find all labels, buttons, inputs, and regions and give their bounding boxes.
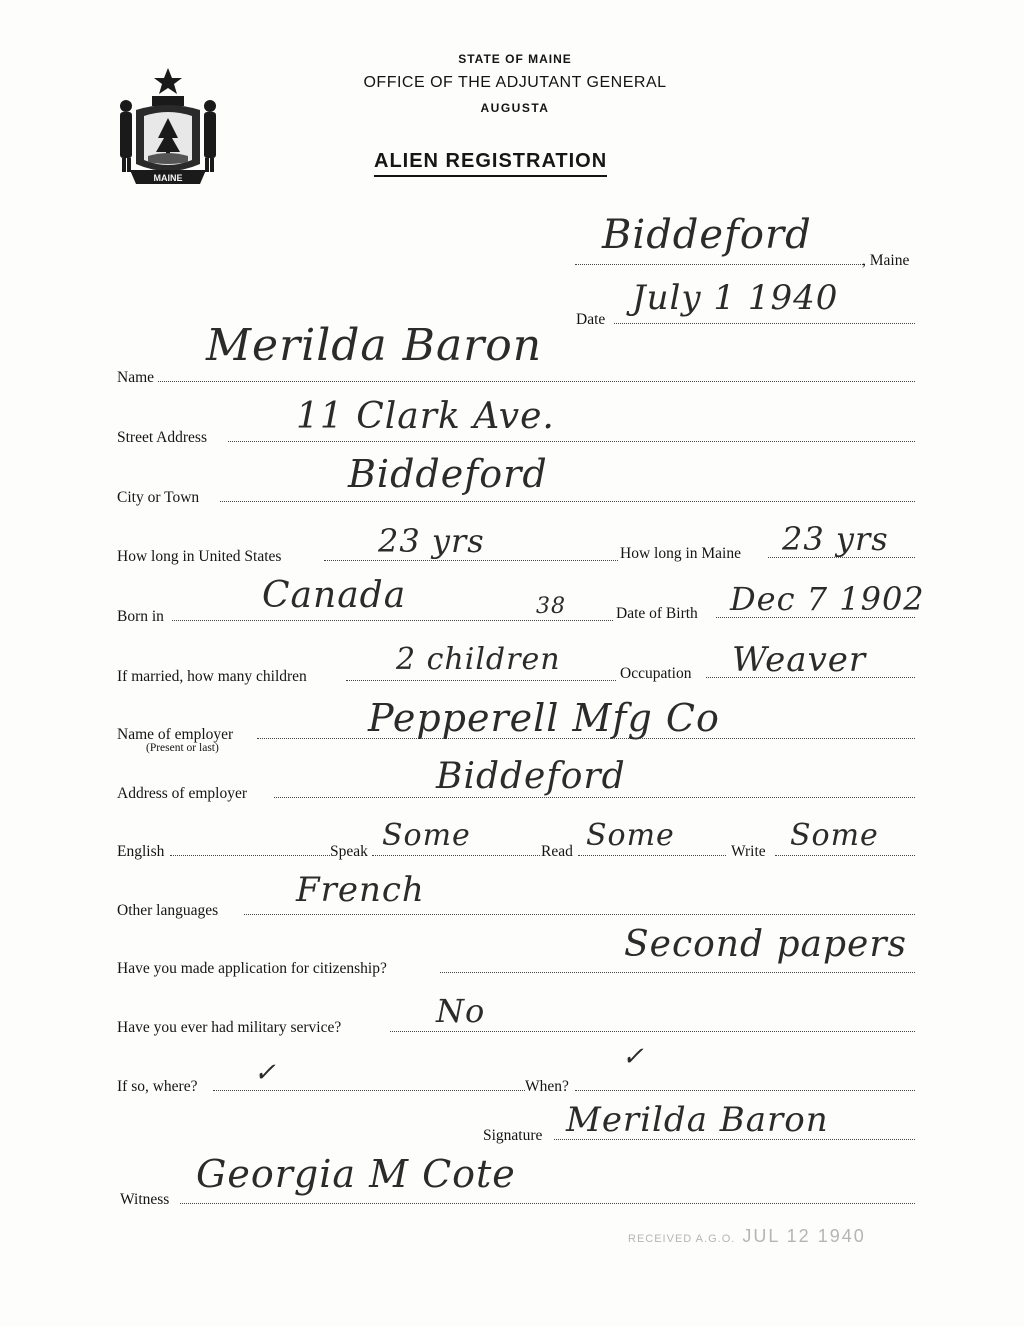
years-maine-label: How long in Maine [620,545,741,562]
citizenship-line [440,972,915,973]
write-line [775,855,915,856]
speak-line [372,855,540,856]
born-in-entry: Canada [262,575,407,616]
witness-line [180,1203,915,1204]
where-line [213,1090,525,1091]
where-label: If so, where? [117,1078,198,1095]
town-line [575,264,865,265]
street-entry: 11 Clark Ave. [296,396,555,437]
employer-label: Name of employer [117,726,234,743]
citizenship-entry: Second papers [624,924,908,965]
city-heading: AUGUSTA [480,101,550,115]
years-maine-entry: 23 yrs [782,520,889,558]
write-label: Write [731,843,766,860]
signature-label: Signature [483,1127,543,1144]
signature-entry: Merilda Baron [566,1100,829,1140]
where-entry: ✓ [254,1058,277,1088]
years-us-entry: 23 yrs [378,522,485,560]
read-line [578,855,726,856]
other-languages-label: Other languages [117,902,219,919]
maine-label: , Maine [862,252,910,269]
other-languages-line [244,914,915,915]
military-label: Have you ever had military service? [117,1019,342,1036]
date-entry: July 1 1940 [632,278,839,318]
employer-address-entry: Biddeford [436,756,626,797]
military-line [390,1031,915,1032]
name-line [158,381,915,382]
when-label: When? [525,1078,569,1095]
read-entry: Some [586,818,675,853]
speak-entry: Some [382,818,471,853]
occupation-label: Occupation [620,665,692,682]
military-entry: No [436,992,486,1030]
office-heading: OFFICE OF THE ADJUTANT GENERAL [363,74,667,91]
other-languages-entry: French [296,870,425,910]
city-label: City or Town [117,489,200,506]
state-heading: STATE OF MAINE [458,52,572,66]
write-entry: Some [790,818,879,853]
english-label: English [117,843,165,860]
occupation-entry: Weaver [732,640,867,680]
years-us-label: How long in United States [117,548,282,565]
children-line [346,680,616,681]
name-label: Name [117,369,155,386]
town-entry: Biddeford [602,212,812,258]
when-entry: ✓ [622,1042,645,1072]
street-line [228,441,915,442]
age-entry: 38 [536,594,566,619]
street-label: Street Address [117,429,207,446]
english-line [170,855,330,856]
children-label: If married, how many children [117,668,307,685]
born-in-line [172,620,613,621]
city-entry: Biddeford [348,452,548,496]
form-title: ALIEN REGISTRATION [374,150,607,177]
employer-address-label: Address of employer [117,785,247,802]
employer-sublabel: (Present or last) [146,742,219,754]
when-line [575,1090,915,1091]
children-entry: 2 children [396,642,561,677]
born-in-label: Born in [117,608,164,625]
speak-label: Speak [330,843,368,860]
dob-entry: Dec 7 1902 [730,580,925,618]
seal-banner-text: MAINE [153,173,183,183]
received-stamp-date: JUL 12 1940 [742,1226,866,1246]
witness-label: Witness [120,1191,170,1208]
received-stamp [628,1226,866,1247]
received-stamp-label: RECEIVED A.G.O. [628,1233,736,1245]
employer-address-line [274,797,915,798]
maine-state-seal-icon [114,66,222,186]
citizenship-label: Have you made application for citizenship? [117,960,387,977]
city-line [220,501,915,502]
read-label: Read [541,843,573,860]
date-line [614,323,915,324]
dob-label: Date of Birth [616,605,698,622]
date-label: Date [576,311,606,328]
witness-entry: Georgia M Cote [196,1152,516,1196]
employer-entry: Pepperell Mfg Co [368,696,720,740]
name-entry: Merilda Baron [206,320,543,371]
years-us-line [324,560,618,561]
